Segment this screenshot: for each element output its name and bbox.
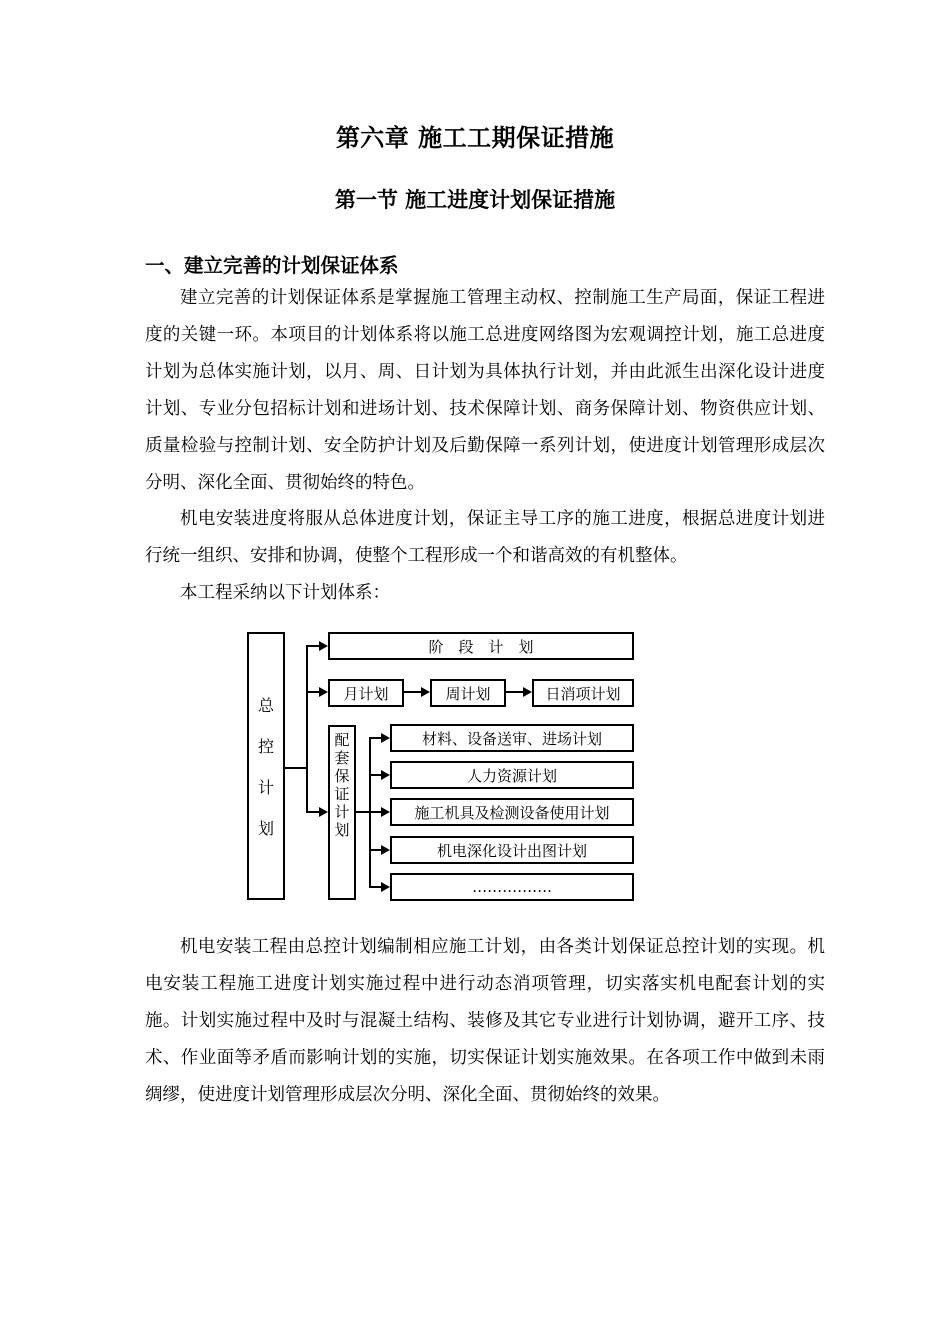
support-item-box — [390, 798, 634, 826]
paragraph-plan-system: 建立完善的计划保证体系是掌握施工管理主动权、控制施工生产局面，保证工程进度的关键一环。本项目的计划体系将以施工总进度网络图为宏观调控计划，施工总进度计划为总体实施计划，以月、周、日计划为具体执行计划，并由此派生出深化设计进度计划、专业分包招标计划和进场计划、技术保障计划、商务保障计划、物资供应计划、质量检验与控制计划、安全防护计划及后勤保障一系列计划，使进度计划管理形成层次分明、深化全面、贯彻始终的特色。 — [145, 288, 825, 493]
support-item-box — [390, 873, 634, 901]
connector-line — [306, 645, 308, 813]
support-item-label: 施工机具及检测设备使用计划 — [414, 803, 610, 822]
paragraph-adopt-system: 本工程采纳以下计划体系： — [180, 583, 390, 603]
arrow-icon — [381, 845, 390, 855]
master-plan-char: 计 — [257, 778, 274, 797]
arrow-icon — [319, 807, 328, 817]
support-item-box — [390, 836, 634, 864]
arrow-icon — [381, 807, 390, 817]
support-plan-char: 套 — [334, 749, 350, 767]
master-plan-char: 总 — [257, 696, 274, 715]
stage-plan-label: 阶 段 计 划 — [428, 637, 534, 656]
support-plan-box — [328, 725, 356, 900]
paragraph-implementation: 机电安装工程由总控计划编制相应施工计划，由各类计划保证总控计划的实现。机电安装工程施工进度计划实施过程中进行动态消项管理，切实落实机电配套计划的实施。计划实施过程中及时与混凝土结构、装修及其它专业进行计划协调，避开工序、技术、作业面等矛盾而影响计划的实施，切实保证计划实施效果。在各项工作中做到未雨绸缪，使进度计划管理形成层次分明、深化全面、贯彻始终的效果。 — [145, 937, 825, 1105]
week-plan-box — [430, 679, 506, 707]
support-plan-char: 配 — [334, 731, 350, 749]
arrow-icon — [381, 770, 390, 780]
connector-line — [306, 645, 320, 647]
support-item-box — [390, 761, 634, 789]
support-plan-char: 保 — [334, 767, 350, 785]
master-plan-char: 划 — [257, 819, 274, 838]
section-title: 第一节 施工进度计划保证措施 — [334, 188, 616, 212]
day-plan-box — [532, 679, 634, 707]
stage-plan-box — [328, 632, 634, 660]
support-item-label: ……………. — [472, 878, 552, 896]
arrow-icon — [523, 687, 532, 697]
support-item-label: 机电深化设计出图计划 — [436, 841, 587, 860]
chapter-title: 第六章 施工工期保证措施 — [335, 124, 615, 152]
connector-line — [404, 691, 422, 693]
connector-line — [285, 767, 307, 769]
connector-line — [306, 811, 320, 813]
week-plan-label: 周计划 — [445, 684, 491, 703]
month-plan-label: 月计划 — [343, 684, 389, 703]
paragraph-mep-progress: 机电安装进度将服从总体进度计划，保证主导工序的施工进度，根据总进度计划进行统一组织、安排和协调，使整个工程形成一个和谐高效的有机整体。 — [145, 509, 825, 566]
connector-line — [506, 691, 524, 693]
support-plan-char: 划 — [334, 821, 350, 839]
support-plan-char: 计 — [334, 803, 350, 821]
arrow-icon — [319, 687, 328, 697]
arrow-icon — [421, 687, 430, 697]
day-plan-label: 日消项计划 — [545, 684, 621, 703]
month-plan-box — [328, 679, 404, 707]
support-plan-char: 证 — [334, 785, 350, 803]
arrow-icon — [319, 641, 328, 651]
master-plan-char: 控 — [257, 737, 274, 756]
subsection-title: 一、建立完善的计划保证体系 — [145, 254, 399, 277]
connector-line — [356, 811, 370, 813]
support-item-label: 材料、设备送审、进场计划 — [421, 729, 602, 748]
master-plan-box — [247, 632, 285, 900]
arrow-icon — [381, 733, 390, 743]
support-item-label: 人力资源计划 — [466, 766, 557, 785]
support-item-box — [390, 724, 634, 752]
arrow-icon — [381, 882, 390, 892]
connector-line — [306, 691, 320, 693]
